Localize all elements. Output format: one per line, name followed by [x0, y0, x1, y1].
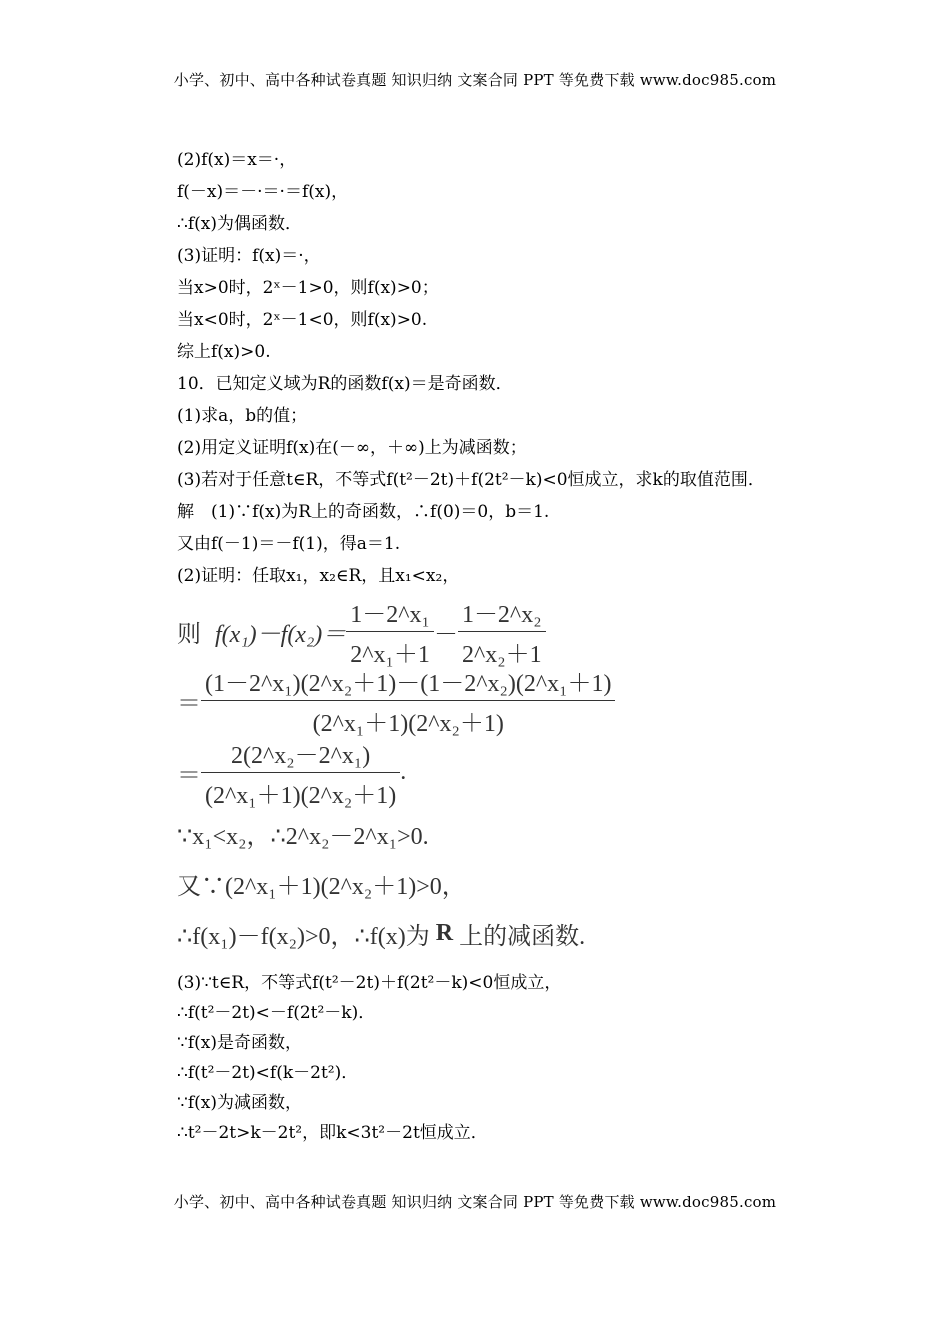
proof-text: f(x₁)－f(x₂)＝ [215, 621, 347, 648]
proof-row-6 [177, 908, 837, 958]
text-line: (3)证明：f(x)＝·， [177, 246, 321, 266]
proof-row-2 [177, 664, 837, 736]
proof-text: － [433, 621, 458, 648]
text-line: f(－x)＝－·＝·＝f(x)， [177, 182, 349, 202]
proof-text: ∵x₁<x₂，∴2^x₂－2^x₁>0. [177, 823, 429, 850]
fraction-denominator: 2^x₂＋1 [461, 641, 542, 668]
fraction-denominator: (2^x₁＋1)(2^x₂＋1) [312, 710, 504, 737]
fraction [458, 594, 546, 669]
fraction-numerator: 1－2^x₂ [458, 594, 546, 632]
question-10-title: 10．已知定义域为R的函数f(x)＝是奇函数． [177, 374, 513, 394]
page-header: 小学、初中、高中各种试卷真题 知识归纳 文案合同 PPT 等免费下载 www.doc985.com [173, 71, 777, 89]
solution-line: (2)证明：任取x₁，x₂∈R，且x₁<x₂， [177, 566, 460, 586]
fraction [201, 663, 615, 738]
fraction-numerator: 2(2^x₂－2^x₁) [201, 735, 400, 773]
proof-row-5 [177, 858, 837, 908]
proof-text: ∴f(x₁)－f(x₂)>0，∴f(x)为 [177, 923, 430, 950]
solution-line: ∴f(t²－2t)<－f(2t²－k)． [177, 1003, 376, 1023]
solution-line: ∴f(t²－2t)<f(k－2t²)． [177, 1063, 359, 1083]
question-part-1: (1)求a，b的值； [177, 406, 308, 426]
page-footer: 小学、初中、高中各种试卷真题 知识归纳 文案合同 PPT 等免费下载 www.doc985.com [173, 1193, 777, 1211]
proof-row-1 [177, 598, 837, 668]
solution-line: 解 (1)∵f(x)为R上的奇函数，∴f(0)＝0，b＝1. [177, 502, 550, 522]
text-line: 综上f(x)>0. [177, 342, 271, 362]
solution-line: ∵f(x)是奇函数， [177, 1033, 302, 1053]
fraction [346, 594, 434, 669]
fraction-denominator: 2^x₁＋1 [350, 641, 430, 668]
proof-text: ＝ [177, 762, 201, 789]
solution-line: ∴t²－2t>k－2t²，即k<3t²－2t恒成立． [177, 1123, 488, 1143]
text-line: (2)f(x)＝x＝·， [177, 150, 297, 170]
proof-figure [177, 598, 837, 958]
text-line: ∴f(x)为偶函数． [177, 214, 302, 234]
proof-text: . [400, 758, 407, 785]
proof-text: 则 [177, 621, 201, 648]
proof-row-3 [177, 736, 837, 808]
proof-text: 又∵(2^x₁＋1)(2^x₂＋1)>0， [177, 873, 466, 900]
solution-line: ∵f(x)为减函数， [177, 1093, 302, 1113]
solution-line: 又由f(－1)＝－f(1)，得a＝1. [177, 534, 401, 554]
proof-row-4 [177, 808, 837, 858]
solution-line: (3)∵t∈R，不等式f(t²－2t)＋f(2t²－k)<0恒成立， [177, 973, 562, 993]
proof-text: R [435, 919, 454, 946]
fraction [201, 735, 400, 810]
question-part-2: (2)用定义证明f(x)在(－∞，＋∞)上为减函数； [177, 438, 527, 458]
question-part-3: (3)若对于任意t∈R，不等式f(t²－2t)＋f(2t²－k)<0恒成立，求k的取值范围． [177, 470, 765, 490]
fraction-denominator: (2^x₁＋1)(2^x₂＋1) [205, 782, 397, 809]
text-line: 当x<0时，2ˣ－1<0，则f(x)>0. [177, 310, 428, 330]
document-body [177, 144, 837, 1148]
text-line: 当x>0时，2ˣ－1>0，则f(x)>0； [177, 278, 439, 298]
proof-text: ＝ [177, 690, 201, 717]
proof-text: 上的减函数. [459, 923, 586, 950]
fraction-numerator: (1－2^x₁)(2^x₂＋1)－(1－2^x₂)(2^x₁＋1) [201, 663, 615, 701]
fraction-numerator: 1－2^x₁ [346, 594, 434, 632]
